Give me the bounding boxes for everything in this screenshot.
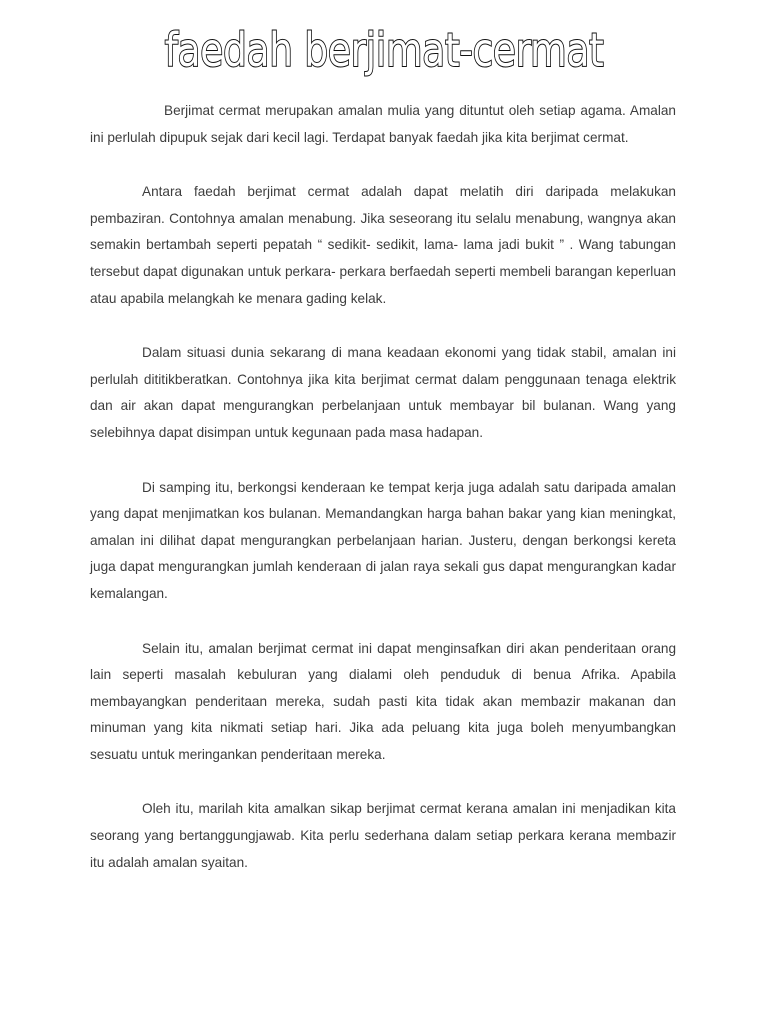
paragraph-avoid-wastage: Antara faedah berjimat cermat adalah dapat melatih diri daripada melakukan pembaziran. Contohnya amalan menabung. Jika seseorang itu selalu menabung, wangnya akan semakin bertambah seperti pepatah “ sedikit- sedikit, lama- lama jadi bukit ” . Wang tabungan tersebut dapat digunakan untuk perkara- perkara berfaedah seperti membeli barangan keperluan atau apabila melangkah ke menara gading kelak. [90, 184, 676, 306]
paragraph-empathy: Selain itu, amalan berjimat cermat ini dapat menginsafkan diri akan penderitaan orang lain seperti masalah kebuluran yang dialami oleh penduduk di benua Afrika. Apabila membayangkan penderitaan mereka, sudah pasti kita tidak akan membazir makanan dan minuman yang kita nikmati setiap hari. Jika ada peluang kita juga boleh menyumbangkan sesuatu untuk meringankan penderitaan mereka. [90, 640, 676, 762]
document-body [90, 98, 676, 904]
paragraph-economy: Dalam situasi dunia sekarang di mana keadaan ekonomi yang tidak stabil, amalan ini perlulah dititikberatkan. Contohnya jika kita berjimat cermat dalam penggunaan tenaga elektrik dan air akan dapat mengurangkan perbelanjaan untuk membayar bil bulanan. Wang yang selebihnya dapat disimpan untuk kegunaan pada masa hadapan. [90, 345, 676, 440]
document-title: faedah berjimat-cermat [164, 23, 604, 77]
paragraph-carpool: Di samping itu, berkongsi kenderaan ke tempat kerja juga adalah satu daripada amalan yang dapat menjimatkan kos bulanan. Memandangkan harga bahan bakar yang kian meningkat, amalan ini dilihat dapat mengurangkan perbelanjaan harian. Justeru, dengan berkongsi kereta juga dapat mengurangkan jumlah kenderaan di jalan raya sekali gus dapat mengurangkan kadar kemalangan. [90, 479, 676, 601]
paragraph-conclusion: Oleh itu, marilah kita amalkan sikap berjimat cermat kerana amalan ini menjadikan kita seorang yang bertanggungjawab. Kita perlu sederhana dalam setiap perkara kerana membazir itu adalah amalan syaitan. [90, 801, 676, 870]
paragraph-introduction: Berjimat cermat merupakan amalan mulia yang dituntut oleh setiap agama. Amalan ini perlulah dipupuk sejak dari kecil lagi. Terdapat banyak faedah jika kita berjimat cermat. [90, 103, 676, 145]
